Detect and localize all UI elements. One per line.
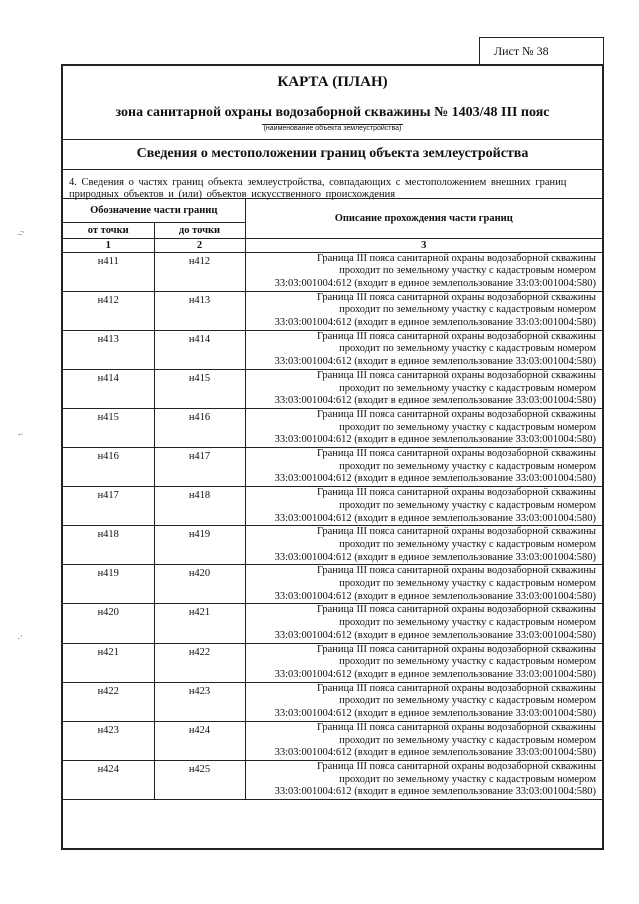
description-line: Граница III пояса санитарной охраны водозаборной скважины	[316, 643, 596, 655]
header-to: до точки	[154, 222, 245, 238]
from-point: н419	[63, 565, 154, 604]
table-row	[63, 526, 602, 565]
description-line: Граница III пояса санитарной охраны водозаборной скважины	[316, 604, 596, 616]
table-row	[63, 252, 602, 291]
table-row	[63, 408, 602, 447]
boundary-description	[245, 408, 602, 447]
from-point: н421	[63, 643, 154, 682]
description-line: 33:03:001004:612 (входит в единое землепользование 33:03:001004:580)	[274, 590, 596, 602]
to-point: н424	[154, 721, 245, 760]
description-line: 33:03:001004:612 (входит в единое землепользование 33:03:001004:580)	[274, 434, 596, 446]
to-point: н423	[154, 682, 245, 721]
description-line: проходит по земельному участку с кадастровым номером	[339, 617, 596, 629]
description-line: проходит по земельному участку с кадастровым номером	[339, 734, 596, 746]
to-point: н420	[154, 565, 245, 604]
boundary-description	[245, 643, 602, 682]
to-point: н422	[154, 643, 245, 682]
to-point: н417	[154, 448, 245, 487]
from-point: н424	[63, 760, 154, 799]
description-line: проходит по земельному участку с кадастровым номером	[339, 460, 596, 472]
description-line: 33:03:001004:612 (входит в единое землепользование 33:03:001004:580)	[274, 473, 596, 485]
header-description: Описание прохождения части границ	[245, 199, 602, 238]
scan-mark: .·	[18, 632, 23, 641]
description-line: Граница III пояса санитарной охраны водозаборной скважины	[316, 448, 596, 460]
description-line: проходит по земельному участку с кадастровым номером	[339, 265, 596, 277]
from-point: н415	[63, 408, 154, 447]
caption-text: (наименование объекта землеустройства)	[263, 125, 402, 132]
from-point: н411	[63, 252, 154, 291]
table-row	[63, 330, 602, 369]
page-title: КАРТА (ПЛАН)	[277, 74, 388, 90]
section-note: 4. Сведения о частях границ объекта землеустройства, совпадающих с местоположением внешних границ природных объектов и (или) объектов искусственного происхождения	[63, 169, 602, 199]
to-point: н421	[154, 604, 245, 643]
description-line: 33:03:001004:612 (входит в единое землепользование 33:03:001004:580)	[274, 669, 596, 680]
description-line: проходит по земельному участку с кадастровым номером	[339, 382, 596, 394]
description-line: Граница III пояса санитарной охраны водозаборной скважины	[316, 408, 596, 420]
description-line: Граница III пояса санитарной охраны водозаборной скважины	[316, 721, 596, 733]
object-caption	[63, 125, 602, 132]
description-line: 33:03:001004:612 (входит в единое землепользование 33:03:001004:580)	[274, 512, 596, 524]
description-line: Граница III пояса санитарной охраны водозаборной скважины	[316, 760, 596, 772]
from-point: н423	[63, 721, 154, 760]
col-num-3: 3	[245, 238, 602, 252]
description-line: проходит по земельному участку с кадастровым номером	[339, 695, 596, 707]
to-point: н413	[154, 291, 245, 330]
to-point: н412	[154, 252, 245, 291]
table-row	[63, 721, 602, 760]
description-line: 33:03:001004:612 (входит в единое землепользование 33:03:001004:580)	[274, 395, 596, 407]
to-point: н415	[154, 369, 245, 408]
description-line: 33:03:001004:612 (входит в единое землепользование 33:03:001004:580)	[274, 708, 596, 720]
to-point: н414	[154, 330, 245, 369]
boundary-description	[245, 682, 602, 721]
to-point: н425	[154, 760, 245, 799]
description-line: Граница III пояса санитарной охраны водозаборной скважины	[316, 682, 596, 694]
boundary-description	[245, 487, 602, 526]
table-row	[63, 760, 602, 799]
description-line: Граница III пояса санитарной охраны водозаборной скважины	[316, 487, 596, 499]
table-row	[63, 643, 602, 682]
description-line: Граница III пояса санитарной охраны водозаборной скважины	[316, 369, 596, 381]
table-row	[63, 448, 602, 487]
page-subtitle: зона санитарной охраны водозаборной скважины № 1403/48 III пояс	[115, 105, 550, 120]
document-frame	[61, 64, 604, 850]
to-point: н416	[154, 408, 245, 447]
from-point: н413	[63, 330, 154, 369]
boundary-description	[245, 721, 602, 760]
table-row	[63, 369, 602, 408]
description-line: 33:03:001004:612 (входит в единое землепользование 33:03:001004:580)	[274, 356, 596, 368]
scan-mark: .:·	[18, 228, 25, 237]
header-from: от точки	[63, 222, 154, 238]
description-line: Граница III пояса санитарной охраны водозаборной скважины	[316, 291, 596, 303]
boundary-description	[245, 252, 602, 291]
from-point: н414	[63, 369, 154, 408]
table-row	[63, 291, 602, 330]
from-point: н412	[63, 291, 154, 330]
table-row	[63, 487, 602, 526]
description-line: проходит по земельному участку с кадастровым номером	[339, 538, 596, 550]
from-point: н417	[63, 487, 154, 526]
boundary-description	[245, 330, 602, 369]
from-point: н420	[63, 604, 154, 643]
description-line: Граница III пояса санитарной охраны водозаборной скважины	[316, 565, 596, 577]
boundary-description	[245, 565, 602, 604]
description-line: проходит по земельному участку с кадастровым номером	[339, 656, 596, 668]
boundary-description	[245, 526, 602, 565]
description-line: проходит по земельному участку с кадастровым номером	[339, 578, 596, 590]
description-line: проходит по земельному участку с кадастровым номером	[339, 343, 596, 355]
description-line: 33:03:001004:612 (входит в единое землепользование 33:03:001004:580)	[274, 317, 596, 329]
boundary-description	[245, 291, 602, 330]
description-line: проходит по земельному участку с кадастровым номером	[339, 499, 596, 511]
description-line: 33:03:001004:612 (входит в единое землепользование 33:03:001004:580)	[274, 551, 596, 563]
from-point: н416	[63, 448, 154, 487]
description-line: проходит по земельному участку с кадастровым номером	[339, 773, 596, 785]
description-line: Граница III пояса санитарной охраны водозаборной скважины	[316, 526, 596, 538]
to-point: н419	[154, 526, 245, 565]
col-num-1: 1	[63, 238, 154, 252]
sheet-number: Лист № 38	[479, 37, 604, 65]
table-row	[63, 682, 602, 721]
to-point: н418	[154, 487, 245, 526]
boundary-description	[245, 448, 602, 487]
table-row	[63, 565, 602, 604]
col-num-2: 2	[154, 238, 245, 252]
description-line: проходит по земельному участку с кадастровым номером	[339, 421, 596, 433]
from-point: н418	[63, 526, 154, 565]
boundary-table	[63, 199, 602, 800]
description-line: Граница III пояса санитарной охраны водозаборной скважины	[316, 252, 596, 264]
table-row	[63, 604, 602, 643]
boundary-description	[245, 760, 602, 799]
boundary-description	[245, 369, 602, 408]
description-line: проходит по земельному участку с кадастровым номером	[339, 304, 596, 316]
from-point: н422	[63, 682, 154, 721]
description-line: Граница III пояса санитарной охраны водозаборной скважины	[316, 330, 596, 342]
header-parts: Обозначение части границ	[63, 199, 245, 222]
scan-mark: -·	[18, 430, 24, 439]
description-line: 33:03:001004:612 (входит в единое землепользование 33:03:001004:580)	[274, 629, 596, 641]
section-title: Сведения о местоположении границ объекта землеустройства	[63, 139, 602, 170]
title-block	[63, 66, 602, 140]
description-line: 33:03:001004:612 (входит в единое землепользование 33:03:001004:580)	[274, 747, 596, 759]
description-line: 33:03:001004:612 (входит в единое землепользование 33:03:001004:580)	[274, 277, 596, 289]
boundary-description	[245, 604, 602, 643]
description-line: 33:03:001004:612 (входит в единое землепользование 33:03:001004:580)	[274, 786, 596, 798]
